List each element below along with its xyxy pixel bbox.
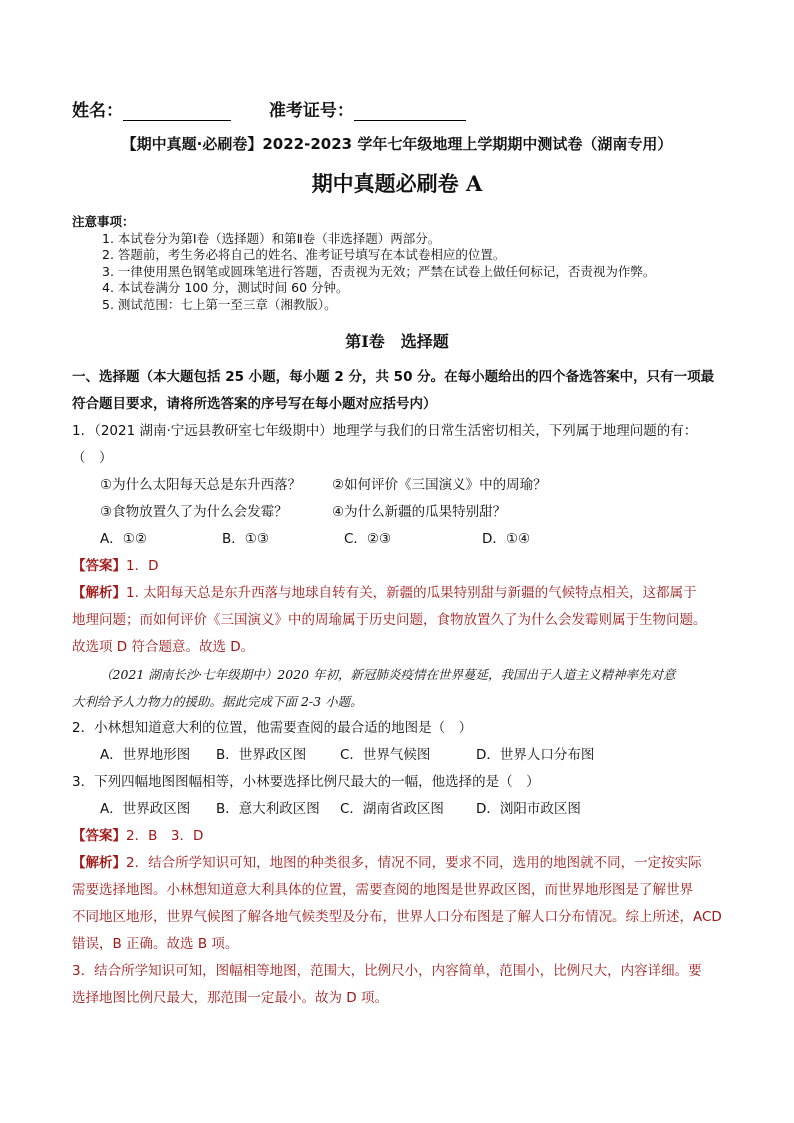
statement: ③食物放置久了为什么会发霉？ — [100, 504, 288, 520]
question-2-stem: 2．小林想知道意大利的位置，他需要查阅的最合适的地图是（ ） — [72, 720, 473, 736]
notes-label: 注意事项： — [72, 214, 135, 229]
notes-block — [72, 214, 655, 313]
answer-tag: 【答案】 — [72, 558, 126, 574]
question-1-answer — [72, 553, 732, 580]
candidate-info-line — [72, 96, 466, 121]
statement: ②如何评价《三国演义》中的周瑜？ — [332, 477, 547, 493]
note-item: 5. 测试范围：七上第一至三章（湘教版）。 — [102, 296, 337, 312]
analysis-line: 3．结合所学知识可知，图幅相等地图，范围大，比例尺小，内容简单，范围小，比例尺大，内容详细。要 — [72, 963, 702, 979]
exam-id-blank[interactable] — [354, 100, 466, 121]
option-c[interactable]: C．世界气候图 — [340, 747, 431, 763]
question-2-3-answer — [72, 823, 732, 850]
option-d[interactable]: D．世界人口分布图 — [476, 747, 595, 763]
note-item: 4. 本试卷满分 100 分，测试时间 60 分钟。 — [102, 280, 349, 295]
question-1-options — [72, 526, 732, 553]
question-1-stem: 1．（2021 湖南·宁远县教研室七年级期中）地理学与我们的日常生活密切相关，下列属于地理问题的有： — [72, 423, 698, 439]
option-c[interactable]: C．②③ — [344, 531, 392, 547]
question-1-analysis — [72, 580, 732, 607]
exam-subtitle: 【期中真题·必刷卷】2022-2023 学年七年级地理上学期期中测试卷（湖南专用） — [121, 135, 673, 153]
part-intro-line: 一、选择题（本大题包括 25 小题，每小题 2 分，共 50 分。在每小题给出的四个备选答案中，只有一项最 — [72, 369, 715, 385]
analysis-line: 地理问题；而如何评价《三国演义》中的周瑜属于历史问题，食物放置久了为什么会发霉则属于生物问题。 — [72, 612, 707, 628]
option-b[interactable]: B．意大利政区图 — [216, 801, 320, 817]
option-d[interactable]: D．浏阳市政区图 — [476, 801, 581, 817]
question-1-statements-row — [72, 499, 732, 526]
exam-id-label: 准考证号： — [268, 101, 354, 121]
name-label: 姓名： — [72, 101, 123, 121]
material-line: 大利给予人力物力的援助。据此完成下面 2-3 小题。 — [72, 694, 363, 709]
analysis-tag: 【解析】 — [72, 585, 126, 601]
answer-text: 2．B 3．D — [126, 828, 204, 844]
material-line: （2021 湖南长沙·七年级期中）2020 年初，新冠肺炎疫情在世界蔓延，我国出于人道主义精神率先对意 — [100, 667, 676, 682]
analysis-line: 需要选择地图。小林想知道意大利具体的位置，需要查阅的地图是世界政区图，而世界地形图是了解世界 — [72, 882, 693, 898]
question-2-options — [72, 742, 732, 769]
questions-body — [72, 364, 732, 1012]
note-item: 2. 答题前，考生务必将自己的姓名、准考证号填写在本试卷相应的位置。 — [102, 247, 506, 262]
name-blank[interactable] — [123, 100, 231, 121]
option-a[interactable]: A．世界政区图 — [100, 801, 191, 817]
exam-title: 期中真题必刷卷 A — [311, 171, 483, 196]
option-d[interactable]: D．①④ — [482, 531, 531, 547]
note-item: 1. 本试卷分为第Ⅰ卷（选择题）和第Ⅱ卷（非选择题）两部分。 — [102, 230, 441, 246]
option-c[interactable]: C．湖南省政区图 — [340, 801, 444, 817]
answer-text: 1．D — [126, 558, 159, 574]
analysis-tag: 【解析】 — [72, 855, 126, 871]
answer-tag: 【答案】 — [72, 828, 126, 844]
analysis-line: 故选项 D 符合题意。故选 D。 — [72, 639, 255, 655]
question-3-stem: 3．下列四幅地图图幅相等，小林要选择比例尺最大的一幅，他选择的是（ ） — [72, 774, 540, 790]
option-a[interactable]: A．①② — [100, 531, 147, 547]
analysis-line: 错误，B 正确。故选 B 项。 — [72, 936, 239, 952]
note-item: 3. 一律使用黑色钢笔或圆珠笔进行答题，否责视为无效；严禁在试卷上做任何标记，否责视为作弊。 — [102, 263, 656, 279]
option-b[interactable]: B．①③ — [222, 531, 269, 547]
option-b[interactable]: B．世界政区图 — [216, 747, 307, 763]
analysis-line: 不同地区地形，世界气候图了解各地气候类型及分布，世界人口分布图是了解人口分布情况。综上所述，ACD — [72, 909, 722, 925]
question-1-statements-row — [72, 472, 732, 499]
analysis-line: 2．结合所学知识可知，地图的种类很多，情况不同，要求不同，选用的地图就不同，一定按实际 — [126, 855, 702, 871]
analysis-line: 1. 太阳每天总是东升西落与地球自转有关，新疆的瓜果特别甜与新疆的气候特点相关，这都属于 — [126, 585, 697, 601]
question-3-options — [72, 796, 732, 823]
statement: ①为什么太阳每天总是东升西落？ — [100, 477, 302, 493]
part-intro-line: 符合题目要求，请将所选答案的序号写在每小题对应括号内） — [72, 396, 437, 412]
analysis-line: 选择地图比例尺最大，那范围一定最小。故为 D 项。 — [72, 990, 388, 1006]
question-1-paren: （ ） — [72, 450, 113, 466]
statement: ④为什么新疆的瓜果特别甜？ — [332, 504, 507, 520]
option-a[interactable]: A．世界地形图 — [100, 747, 191, 763]
question-2-3-analysis — [72, 850, 732, 877]
section-title: 第Ⅰ卷 选择题 — [345, 332, 449, 351]
